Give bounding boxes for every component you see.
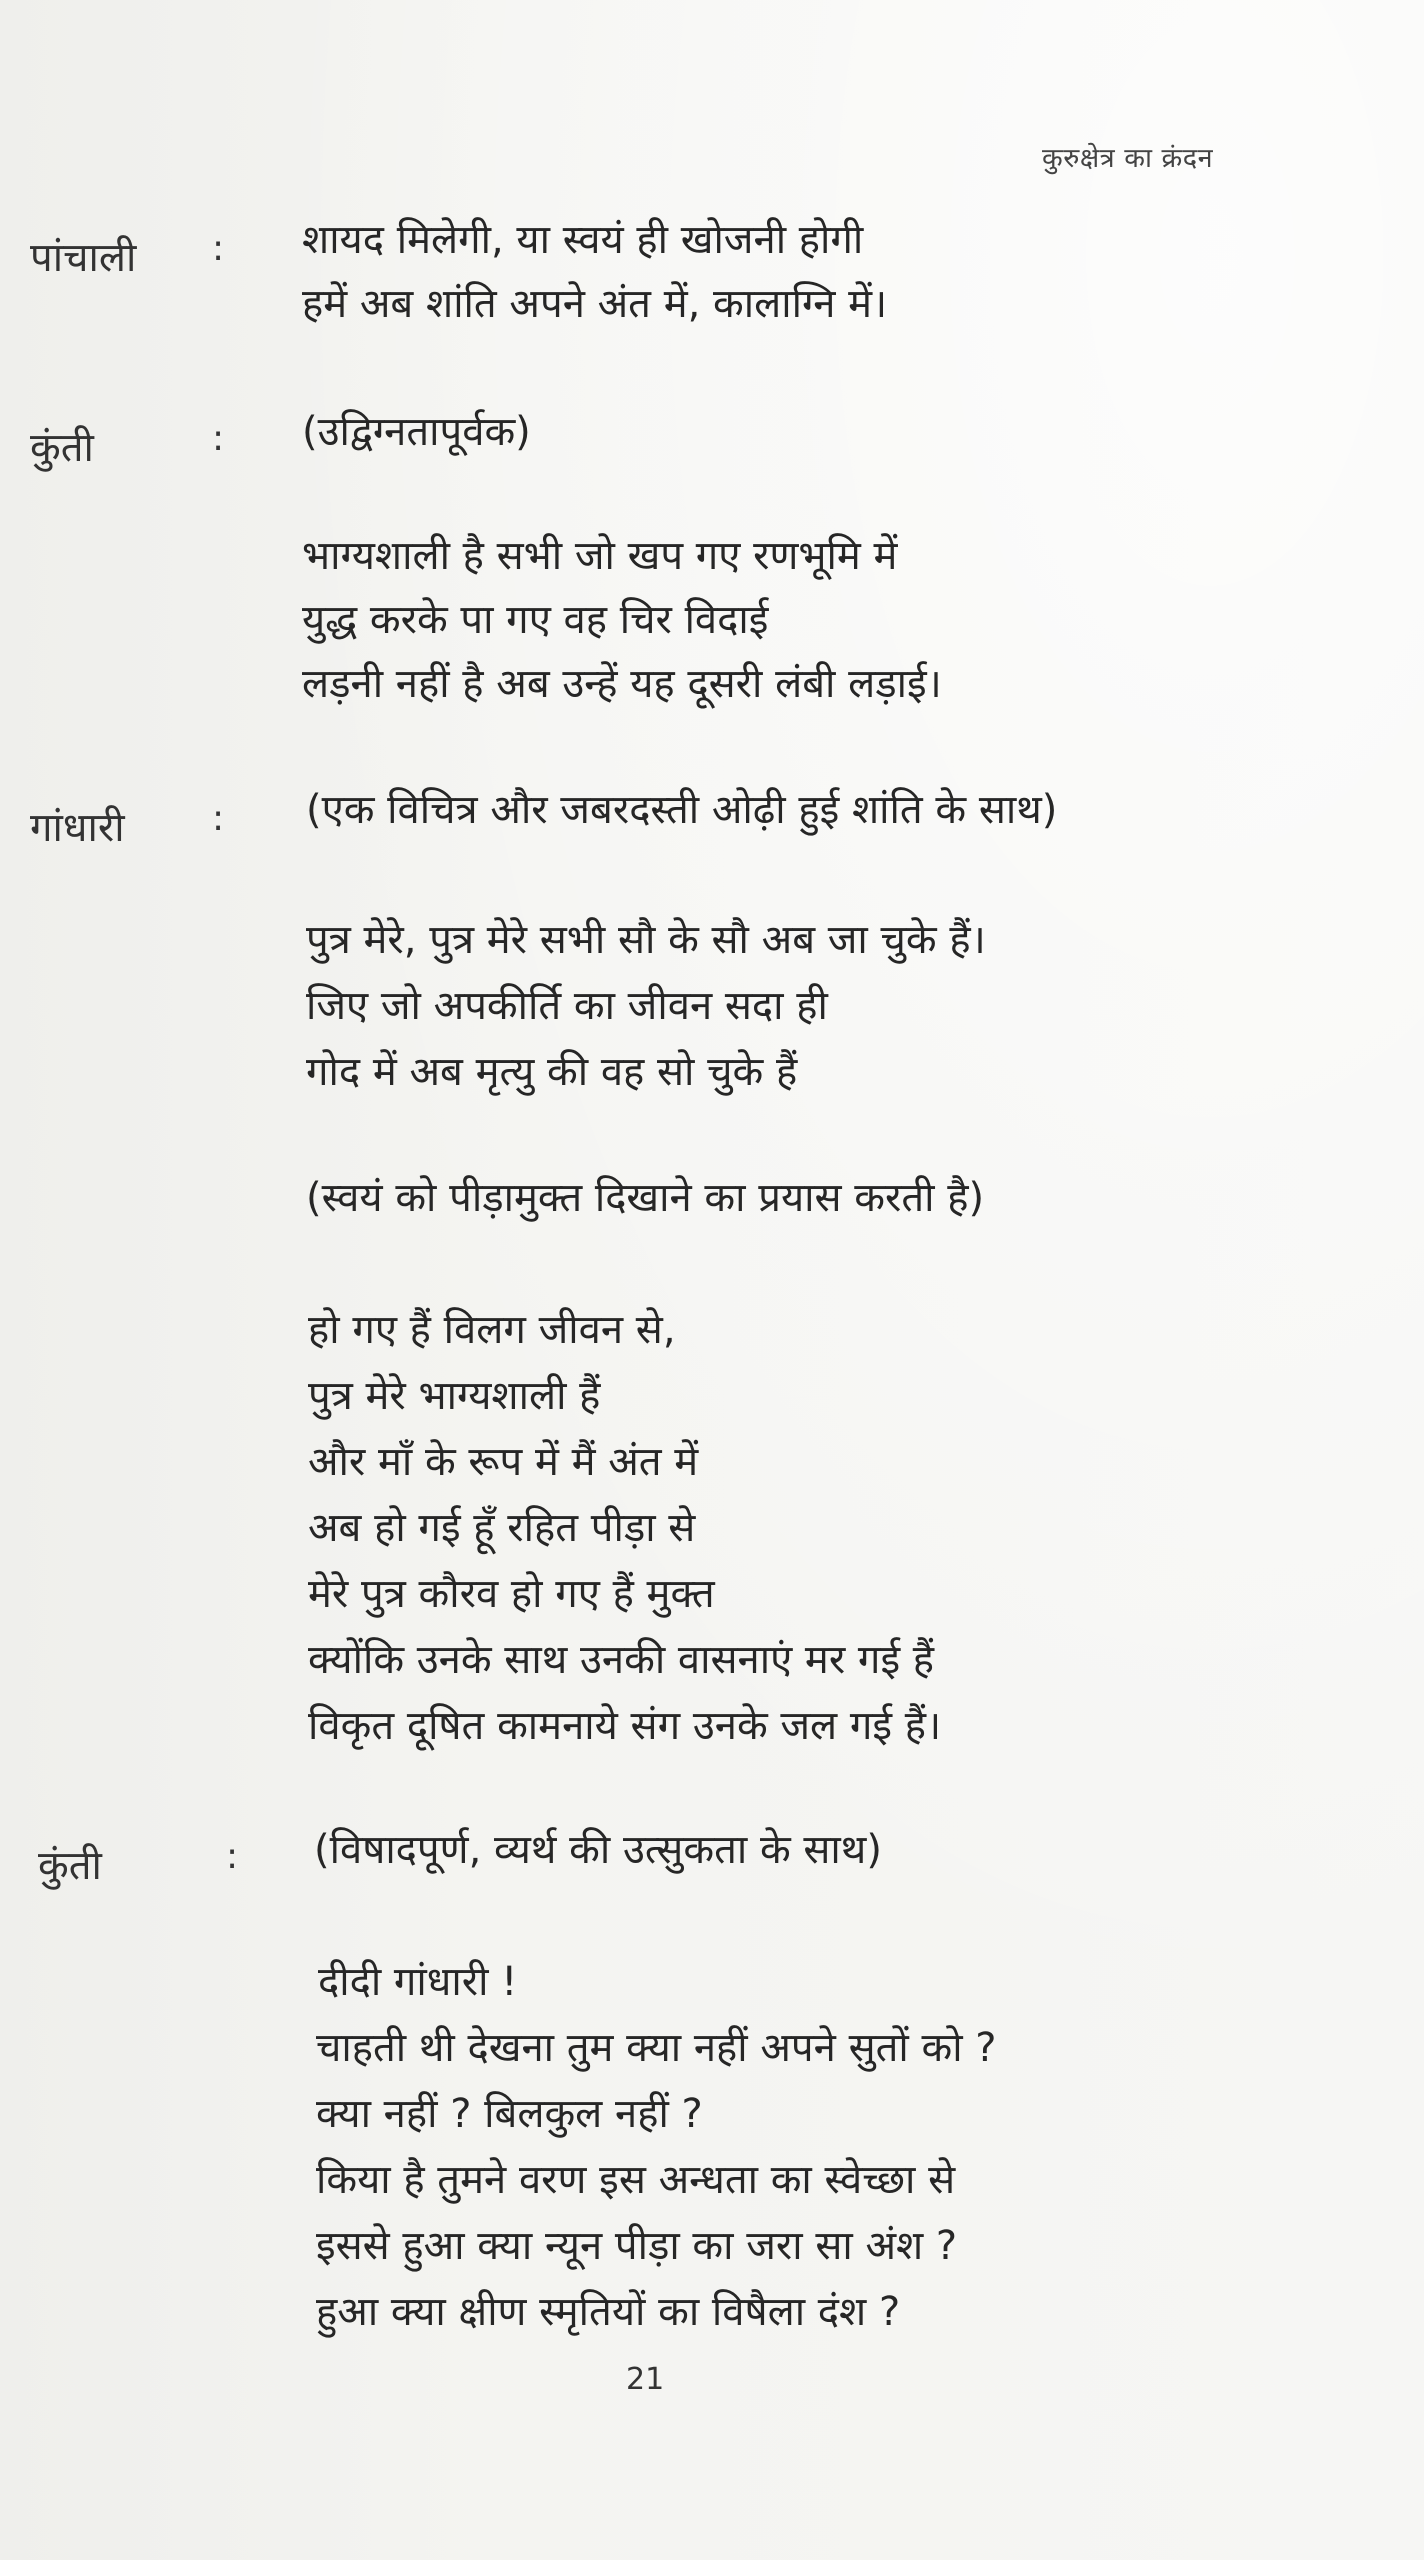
speaker-name: पांचाली (30, 235, 137, 281)
speaker-colon: : (226, 1836, 239, 1877)
verse-line: पुत्र मेरे, पुत्र मेरे सभी सौ के सौ अब जा चुके हैं। (306, 917, 986, 963)
speaker-name: गांधारी (30, 805, 125, 851)
verse-line: क्या नहीं ? बिलकुल नहीं ? (316, 2091, 703, 2137)
speaker-colon: : (212, 228, 225, 269)
verse-line: विकृत दूषित कामनाये संग उनके जल गई हैं। (308, 1703, 942, 1749)
verse-line: जिए जो अपकीर्ति का जीवन सदा ही (306, 983, 828, 1029)
verse-line: लड़नी नहीं है अब उन्हें यह दूसरी लंबी लड़ाई। (302, 661, 942, 707)
verse-line: अब हो गई हूँ रहित पीड़ा से (308, 1505, 696, 1551)
verse-line: हो गए हैं विलग जीवन से, (308, 1307, 676, 1353)
speaker-name: कुंती (30, 425, 94, 471)
stage-direction: (स्वयं को पीड़ामुक्त दिखाने का प्रयास करती है) (306, 1175, 985, 1221)
verse-line: इससे हुआ क्या न्यून पीड़ा का जरा सा अंश ? (316, 2223, 958, 2269)
verse-line: और माँ के रूप में मैं अंत में (308, 1439, 699, 1485)
verse-line: किया है तुमने वरण इस अन्धता का स्वेच्छा से (316, 2157, 956, 2203)
running-header: कुरुक्षेत्र का क्रंदन (1042, 143, 1214, 174)
verse-line: युद्ध करके पा गए वह चिर विदाई (302, 597, 769, 643)
speaker-colon: : (212, 418, 225, 459)
page-number: 21 (626, 2362, 665, 2397)
speaker-colon: : (212, 798, 225, 839)
verse-line: चाहती थी देखना तुम क्या नहीं अपने सुतों को ? (316, 2025, 997, 2071)
verse-line: दीदी गांधारी ! (318, 1959, 518, 2005)
verse-line: शायद मिलेगी, या स्वयं ही खोजनी होगी (302, 217, 864, 263)
stage-direction: (विषादपूर्ण, व्यर्थ की उत्सुकता के साथ) (314, 1827, 882, 1873)
verse-line: हमें अब शांति अपने अंत में, कालाग्नि में। (302, 281, 888, 327)
speaker-name: कुंती (38, 1843, 102, 1889)
verse-line: क्योंकि उनके साथ उनकी वासनाएं मर गई हैं (308, 1637, 935, 1683)
stage-direction: (एक विचित्र और जबरदस्ती ओढ़ी हुई शांति के साथ) (306, 787, 1058, 833)
verse-line: पुत्र मेरे भाग्यशाली हैं (308, 1373, 601, 1419)
verse-line: मेरे पुत्र कौरव हो गए हैं मुक्त (308, 1571, 715, 1617)
verse-line: भाग्यशाली है सभी जो खप गए रणभूमि में (302, 533, 898, 579)
verse-line: हुआ क्या क्षीण स्मृतियों का विषैला दंश ? (316, 2289, 901, 2335)
stage-direction: (उद्विग्नतापूर्वक) (302, 409, 531, 455)
verse-line: गोद में अब मृत्यु की वह सो चुके हैं (306, 1049, 798, 1095)
